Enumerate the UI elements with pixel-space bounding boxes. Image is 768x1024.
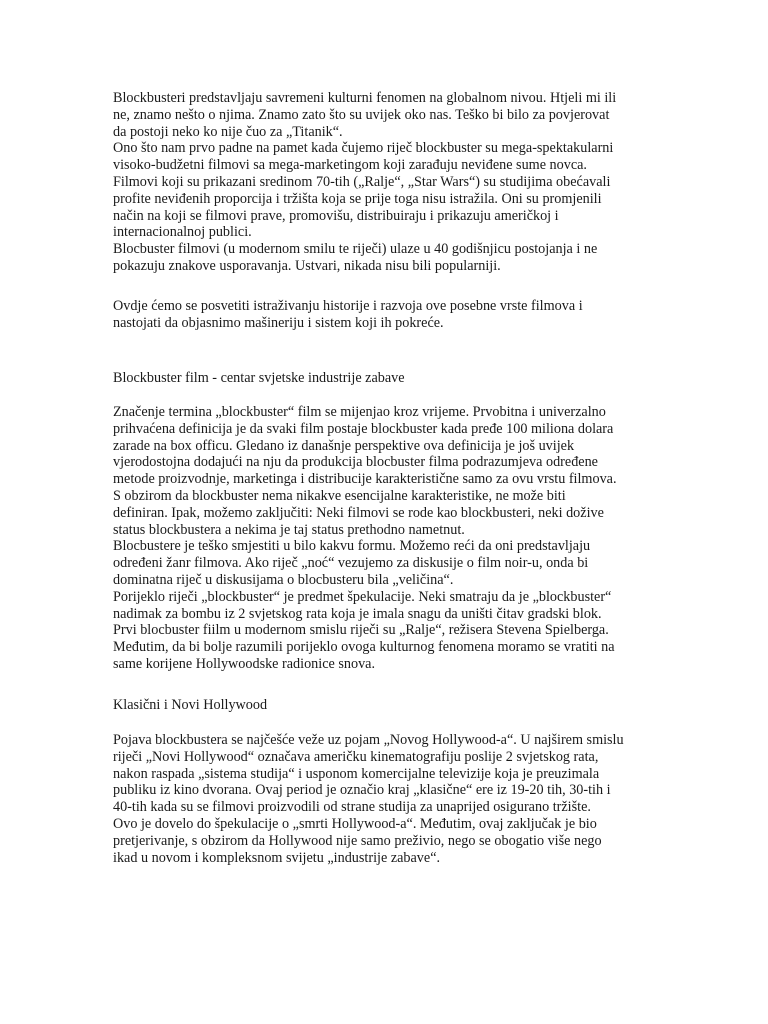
text-line: Blockbusteri predstavljaju savremeni kulturni fenomen na globalnom nivou. Htjeli mi ili [113, 90, 617, 106]
text-line: Međutim, da bi bolje razumili porijeklo ovoga kulturnog fenomena moramo se vratiti na [113, 639, 615, 656]
text-line: Blocbustere je teško smjestiti u bilo kakvu formu. Možemo reći da oni predstavljaju [113, 538, 591, 555]
text-line: određeni žanr filmova. Ako riječ „noć“ vezujemo za diskusije o film noir-u, onda bi [113, 555, 589, 572]
text-line: pokazuju znakove usporavanja. Ustvari, nikada nisu bili popularniji. [113, 257, 501, 274]
text-line: profite neviđenih proporcija i tržišta koja se prije toga nisu istražila. Oni su promjenili [113, 190, 602, 207]
text-line: visoko-budžetni filmovi sa mega-marketingom koji zarađuju neviđene sume novca. [113, 157, 587, 174]
text-line: Filmovi koji su prikazani sredinom 70-tih („Ralje“, „Star Wars“) su studijima obećavali [113, 173, 611, 190]
text-line: definiran. Ipak, možemo zaključiti: Neki filmovi se rode kao blockbusteri, neki dožive [113, 504, 604, 521]
text-line: Značenje termina „blockbuster“ film se mijenjao kroz vrijeme. Prvobitna i univerzalno [113, 404, 606, 420]
text-line: metode proizvodnje, marketinga i distribucije karakteristične samo za ovu vrstu filmova. [113, 471, 617, 488]
text-line: same korijene Hollywoodske radionice snova. [113, 655, 376, 672]
section2-paragraph [113, 732, 673, 866]
intro-paragraph [113, 90, 673, 275]
text-line: da postoji neko ko nije čuo za „Titanik“. [113, 123, 343, 140]
text-line: nadimak za bombu iz 2 svjetskog rata koja je imala snagu da uništi čitav gradski blok. [113, 605, 602, 622]
text-line: prihvaćena definicija je da svaki film postaje blockbuster kada pređe 100 miliona dolara [113, 420, 614, 437]
text-line: Prvi blocbuster fiilm u modernom smislu riječi su „Ralje“, režisera Stevena Spielberga. [113, 622, 609, 639]
section-heading-blockbuster-film: Blockbuster film - centar svjetske industrije zabave [113, 370, 405, 386]
text-line: ne, znamo nešto o njima. Znamo zato što su uvijek oko nas. Teško bi bilo za povjerovat [113, 106, 610, 123]
text-line: vjerodostojna dodajući na nju da produkcija blocbuster filma podrazumjeva određene [113, 454, 598, 471]
text-line: pretjerivanje, s obzirom da Hollywood nije samo preživio, nego se obogatio više nego [113, 832, 602, 849]
text-line: način na koji se filmovi prave, promovišu, distribuiraju i prikazuju američkoj i [113, 207, 559, 224]
text-line: publiku iz kino dvorana. Ovaj period je označio kraj „klasične“ ere iz 19-20 tih, 30-tih i [113, 782, 611, 799]
text-line: Pojava blockbustera se najčešće veže uz pojam „Novog Hollywood-a“. U najširem smislu [113, 732, 624, 748]
text-line: Ovdje ćemo se posvetiti istraživanju historije i razvoja ove posebne vrste filmova i [113, 298, 583, 314]
aim-paragraph [113, 298, 673, 332]
section-heading-klasicni-novi-hollywood: Klasični i Novi Hollywood [113, 697, 268, 713]
text-line: Porijeklo riječi „blockbuster“ je predmet špekulacije. Neki smatraju da je „blockbuster“ [113, 588, 612, 605]
text-line: Ovo je dovelo do špekulacije o „smrti Hollywood-a“. Međutim, ovaj zaključak je bio [113, 815, 597, 832]
text-line: internacionalnoj publici. [113, 224, 252, 241]
text-line: nastojati da objasnimo mašineriju i sistem koji ih pokreće. [113, 314, 444, 331]
text-line: zarade na box officu. Gledano iz današnje perspektive ova definicija je još uvijek [113, 437, 575, 454]
text-line: Blocbuster filmovi (u modernom smilu te riječi) ulaze u 40 godišnjicu postojanja i ne [113, 241, 598, 258]
text-line: Ono što nam prvo padne na pamet kada čujemo riječ blockbuster su mega-spektakularni [113, 140, 614, 157]
text-line: nakon raspada „sistema studija“ i usponom komercijalne televizije koja je preuzimala [113, 765, 600, 782]
text-line: dominatna riječ u diskusijama o blocbusteru bila „veličina“. [113, 571, 454, 588]
section1-paragraph [113, 404, 673, 673]
text-line: riječi „Novi Hollywood“ označava američku kinematografiju poslije 2 svjetskog rata, [113, 748, 599, 765]
text-line: S obzirom da blockbuster nema nikakve esencijalne karakteristike, ne može biti [113, 487, 566, 504]
text-line: 40-tih kada su se filmovi proizvodili od strane studija za unaprijed osigurano tržište. [113, 799, 591, 816]
text-line: status blockbustera a nekima je taj status prethodno nametnut. [113, 521, 465, 538]
text-line: ikad u novom i kompleksnom svijetu „industrije zabave“. [113, 849, 441, 866]
